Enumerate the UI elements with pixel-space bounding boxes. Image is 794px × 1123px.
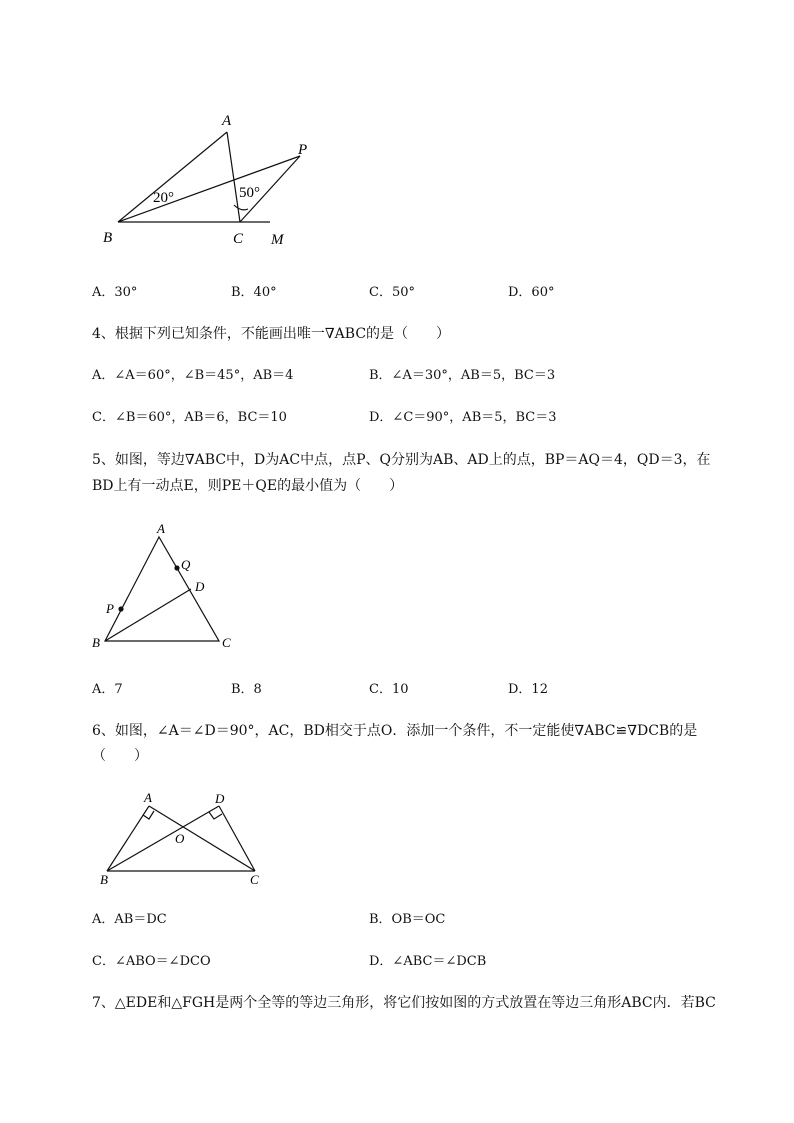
q3-option-b[interactable]: B．40° (231, 285, 277, 300)
label-b: B (103, 230, 113, 246)
figure-angle-diagram (95, 105, 325, 255)
point-q (174, 565, 179, 570)
label-d: D (215, 791, 225, 806)
angle-label-20: 20° (153, 190, 174, 206)
q6-stem-line2: （ ） (92, 748, 148, 764)
q3-option-d[interactable]: D．60° (508, 285, 555, 300)
label-a: A (144, 790, 152, 805)
q5-stem-line2: BD上有一动点E，则PE＋QE的最小值为（ ） (92, 478, 404, 494)
label-c: C (250, 872, 259, 887)
label-a: A (222, 113, 232, 129)
point-p (118, 606, 123, 611)
q5-option-b[interactable]: B．8 (231, 682, 262, 697)
q4-option-b[interactable]: B．∠A＝30°，AB＝5，BC＝3 (369, 368, 556, 383)
q6-option-d[interactable]: D．∠ABC＝∠DCB (369, 954, 487, 969)
segment-dc (219, 806, 255, 871)
q3-option-c[interactable]: C．50° (369, 285, 415, 300)
label-p: P (298, 142, 308, 158)
q4-option-c[interactable]: C．∠B＝60°，AB＝6，BC＝10 (92, 410, 287, 425)
q4-option-a[interactable]: A．∠A＝60°，∠B＝45°，AB＝4 (92, 368, 294, 383)
q6-option-b[interactable]: B．OB＝OC (369, 912, 446, 927)
q5-option-d[interactable]: D．12 (508, 682, 548, 697)
segment-ba (107, 806, 149, 871)
figure-equilateral-triangle (88, 518, 248, 658)
segment-bp (118, 156, 300, 222)
label-d: D (195, 579, 205, 594)
angle-label-50: 50° (239, 185, 260, 201)
q6-stem-line1: 6、如图，∠A＝∠D＝90°，AC，BD相交于点O．添加一个条件，不一定能使∇ABC≌∇DCB的是 (92, 723, 698, 739)
label-o: O (175, 831, 185, 846)
q5-stem-line1: 5、如图，等边∇ABC中，D为AC中点，点P、Q分别为AB、AD上的点，BP＝AQ＝4，QD＝3，在 (92, 452, 711, 468)
label-b: B (92, 635, 100, 650)
q4-option-d[interactable]: D．∠C＝90°，AB＝5，BC＝3 (369, 410, 557, 425)
label-m: M (271, 232, 284, 248)
label-b: B (100, 872, 108, 887)
label-c: C (233, 231, 244, 247)
q7-stem-line1: 7、△EDE和△FGH是两个全等的等边三角形，将它们按如图的方式放置在等边三角形ABC内．若BC (92, 995, 716, 1011)
label-q: Q (181, 557, 191, 572)
q5-option-a[interactable]: A．7 (92, 682, 123, 697)
q3-option-a[interactable]: A．30° (92, 285, 138, 300)
segment-ba (118, 132, 227, 222)
right-angle-mark-d (209, 812, 222, 819)
label-c: C (222, 635, 231, 650)
label-a: A (157, 521, 165, 536)
q6-option-c[interactable]: C．∠ABO＝∠DCO (92, 954, 211, 969)
q4-stem: 4、根据下列已知条件，不能画出唯一∇ABC的是（ ） (92, 326, 451, 342)
label-p: P (106, 601, 114, 616)
q6-option-a[interactable]: A．AB＝DC (92, 912, 167, 927)
q5-option-c[interactable]: C．10 (369, 682, 409, 697)
figure-crossed-right-triangles (95, 785, 275, 890)
angle-arc-c (234, 205, 248, 210)
